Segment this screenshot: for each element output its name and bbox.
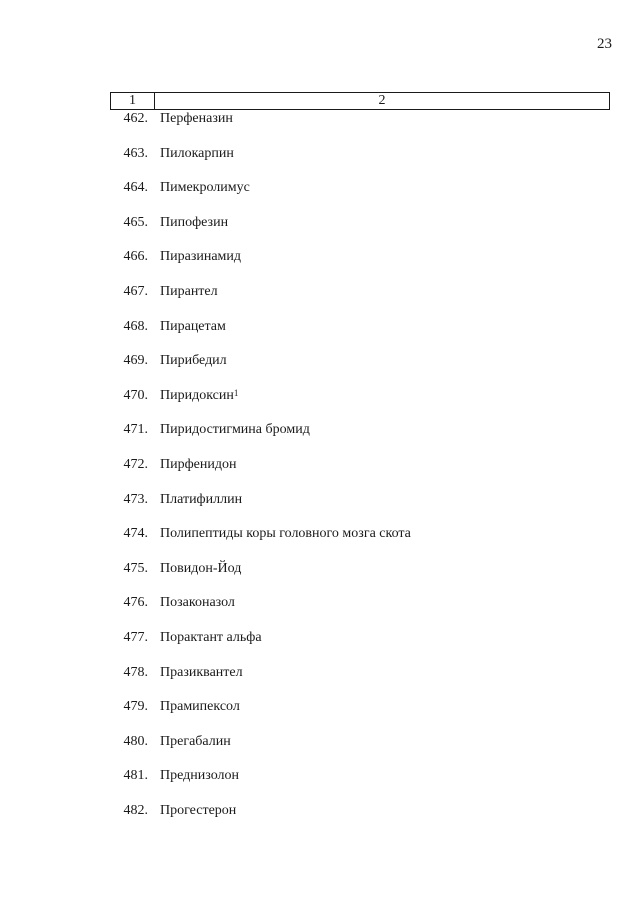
drug-name-text: Пиразинамид [160, 249, 242, 265]
row-number: 474. [123, 526, 148, 542]
row-number: 473. [123, 491, 148, 507]
table-row [110, 767, 610, 802]
row-number: 470. [123, 387, 148, 403]
drug-name-text: Пимекролимус [160, 180, 250, 196]
drug-name-text: Перфеназин [160, 111, 233, 126]
drug-name-text: Порактант альфа [160, 629, 262, 645]
drug-name-text: Позаконазол [160, 595, 235, 611]
table-header-col2: 2 [378, 93, 386, 108]
drug-name [148, 802, 236, 837]
table-row [110, 283, 610, 318]
drug-name-text: Пипофезин [160, 214, 229, 230]
row-number: 476. [123, 595, 148, 611]
drug-name-text: Пирфенидон [160, 456, 237, 472]
table-row [110, 179, 610, 214]
row-number: 475. [123, 560, 148, 576]
drug-name [148, 456, 237, 491]
drug-name [148, 767, 239, 802]
row-number: 479. [123, 699, 148, 715]
table-row [110, 560, 610, 595]
table-row [110, 248, 610, 283]
row-number: 481. [123, 768, 148, 784]
table-row [110, 491, 610, 526]
drug-name-text: Прегабалин [160, 733, 231, 749]
table-row [110, 664, 610, 699]
drug-name [148, 733, 231, 768]
row-number: 471. [123, 422, 148, 438]
table-row [110, 594, 610, 629]
drug-name-text: Пиридоксин [160, 387, 234, 403]
drug-name-text: Пилокарпин [160, 145, 234, 161]
row-number: 472. [123, 456, 148, 472]
drug-name [148, 560, 241, 595]
row-number: 464. [123, 180, 148, 196]
drug-name [148, 594, 235, 629]
drug-name-text: Преднизолон [160, 768, 239, 784]
row-number: 469. [123, 353, 148, 369]
table-body [110, 110, 610, 836]
table-row [110, 698, 610, 733]
drug-name [148, 491, 242, 526]
drug-name-text: Прамипексол [160, 699, 240, 715]
drug-name [148, 318, 226, 353]
drug-name [148, 387, 238, 422]
drug-name [148, 421, 310, 456]
drug-name-text: Празиквантел [160, 664, 243, 680]
table-row [110, 318, 610, 353]
drug-name [148, 214, 228, 249]
row-number: 465. [123, 214, 148, 230]
table-row [110, 387, 610, 422]
row-number: 478. [123, 664, 148, 680]
drug-name-text: Полипептиды коры головного мозга скота [160, 526, 411, 542]
row-number: 477. [123, 629, 148, 645]
row-number: 466. [123, 249, 148, 265]
drug-name [148, 525, 411, 560]
drug-name [148, 110, 233, 145]
table-row [110, 421, 610, 456]
row-number: 482. [123, 802, 148, 818]
drug-name [148, 248, 241, 283]
drug-name [148, 629, 262, 664]
table-row [110, 456, 610, 491]
table-row [110, 802, 610, 837]
footnote-marker: 1 [233, 387, 239, 398]
page-number: 23 [597, 36, 612, 52]
drug-name-text: Пиридостигмина бромид [160, 422, 310, 438]
table-header-col1: 1 [111, 93, 155, 109]
drug-name [148, 145, 234, 180]
row-number: 467. [123, 283, 148, 299]
drug-name [148, 352, 227, 387]
drug-name [148, 283, 218, 318]
table-row [110, 352, 610, 387]
drug-name [148, 664, 243, 699]
drug-name-text: Пирацетам [160, 318, 226, 334]
table-row [110, 733, 610, 768]
table-row [110, 525, 610, 560]
table-header [110, 92, 610, 110]
table-row [110, 629, 610, 664]
table-row [110, 145, 610, 180]
drug-name-text: Платифиллин [160, 491, 243, 507]
drug-name-text: Пирибедил [160, 353, 227, 369]
drug-name [148, 179, 250, 214]
drug-name-text: Пирантел [160, 283, 218, 299]
row-number: 462. [123, 111, 148, 126]
table-row [110, 214, 610, 249]
row-number: 463. [123, 145, 148, 161]
table-row [110, 110, 610, 145]
drug-name-text: Прогестерон [160, 802, 237, 818]
row-number: 468. [123, 318, 148, 334]
row-number: 480. [123, 733, 148, 749]
drug-name-text: Повидон-Йод [160, 560, 242, 576]
drug-name [148, 698, 240, 733]
